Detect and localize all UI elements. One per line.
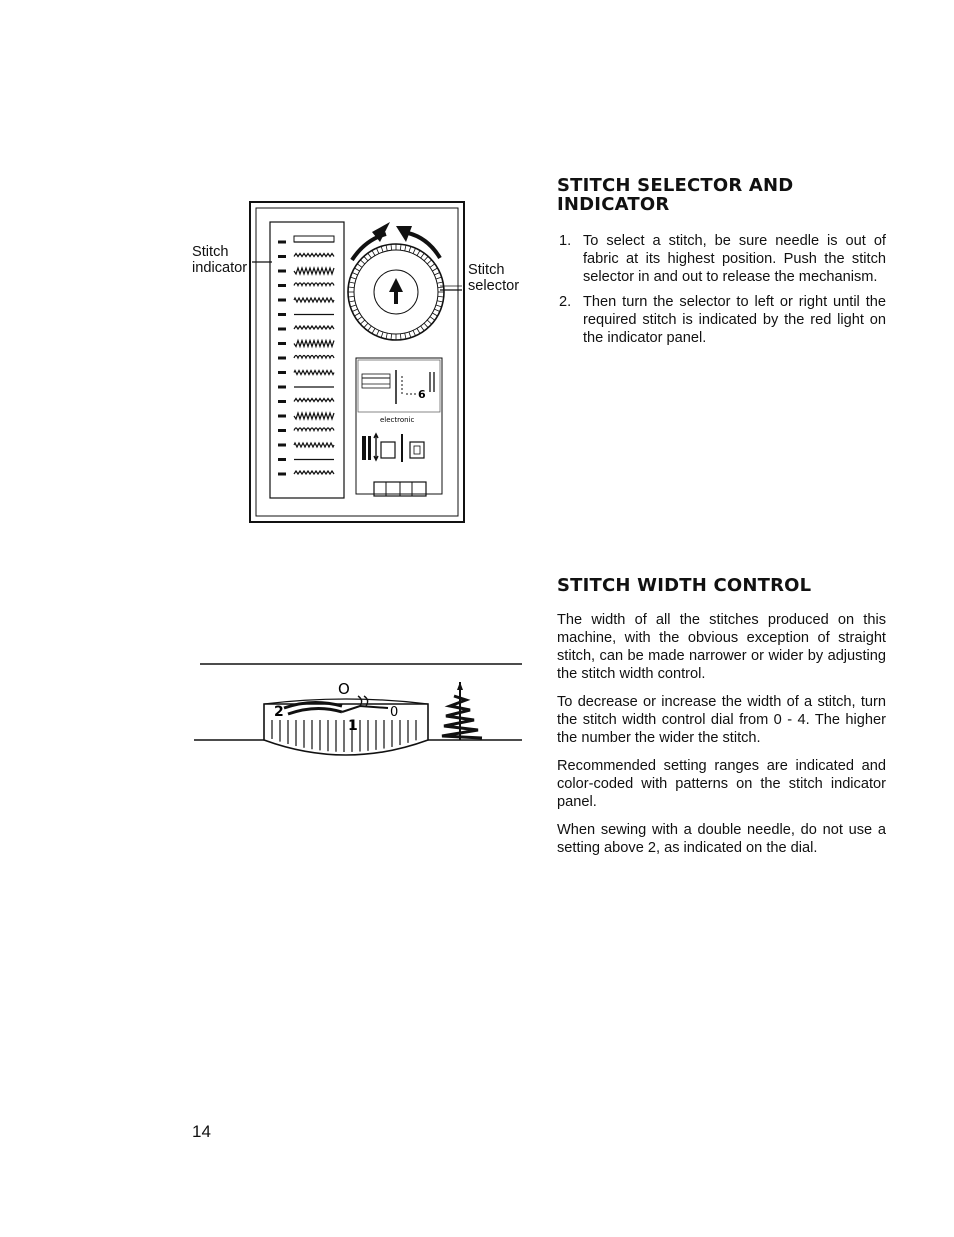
panel-number: 6 [418,388,426,401]
width-dial-illustration [192,660,526,760]
stitch-width-section [557,576,886,867]
stitch-indicator-label: Stitch indicator [192,244,248,276]
svg-text:2: 2 [274,704,284,720]
paragraph: The width of all the stitches produced on this machine, with the obvious exception of straight stitch, can be made narrower or wider by adjusting the stitch width control. [557,612,886,682]
section-heading: STITCH WIDTH CONTROL [557,575,812,596]
instruction-steps [557,232,886,347]
svg-text:0: 0 [390,705,399,720]
section-body [557,611,886,857]
stitch-pattern-rows [278,236,334,476]
zigzag-stitch-icon [442,682,482,740]
paragraph: When sewing with a double needle, do not use a setting above 2, as indicated on the dial. [557,822,886,856]
list-item: 1. To select a stitch, be sure needle is out of fabric at its highest position. Push the stitch selector in and out to release the mechanism. [559,233,886,285]
section-heading: STITCH SELECTOR AND INDICATOR [557,175,794,215]
stitch-selector-section [557,176,886,354]
stitch-selector-label: Stitch selector [468,262,520,294]
svg-text:1: 1 [348,718,358,734]
panel-brand: electronic [380,416,415,424]
page-number: 14 [192,1122,211,1141]
paragraph: To decrease or increase the width of a stitch, turn the stitch width control dial from 0 - 4. The higher the number the wider the stitch. [557,694,886,746]
stitch-width-dial-figure [192,660,526,760]
list-item: 2. Then turn the selector to left or right until the required stitch is indicated by the red light on the indicator panel. [559,294,886,346]
paragraph: Recommended setting ranges are indicated and color-coded with patterns on the stitch indicator panel. [557,758,886,810]
dial-top-label: O [338,680,350,698]
